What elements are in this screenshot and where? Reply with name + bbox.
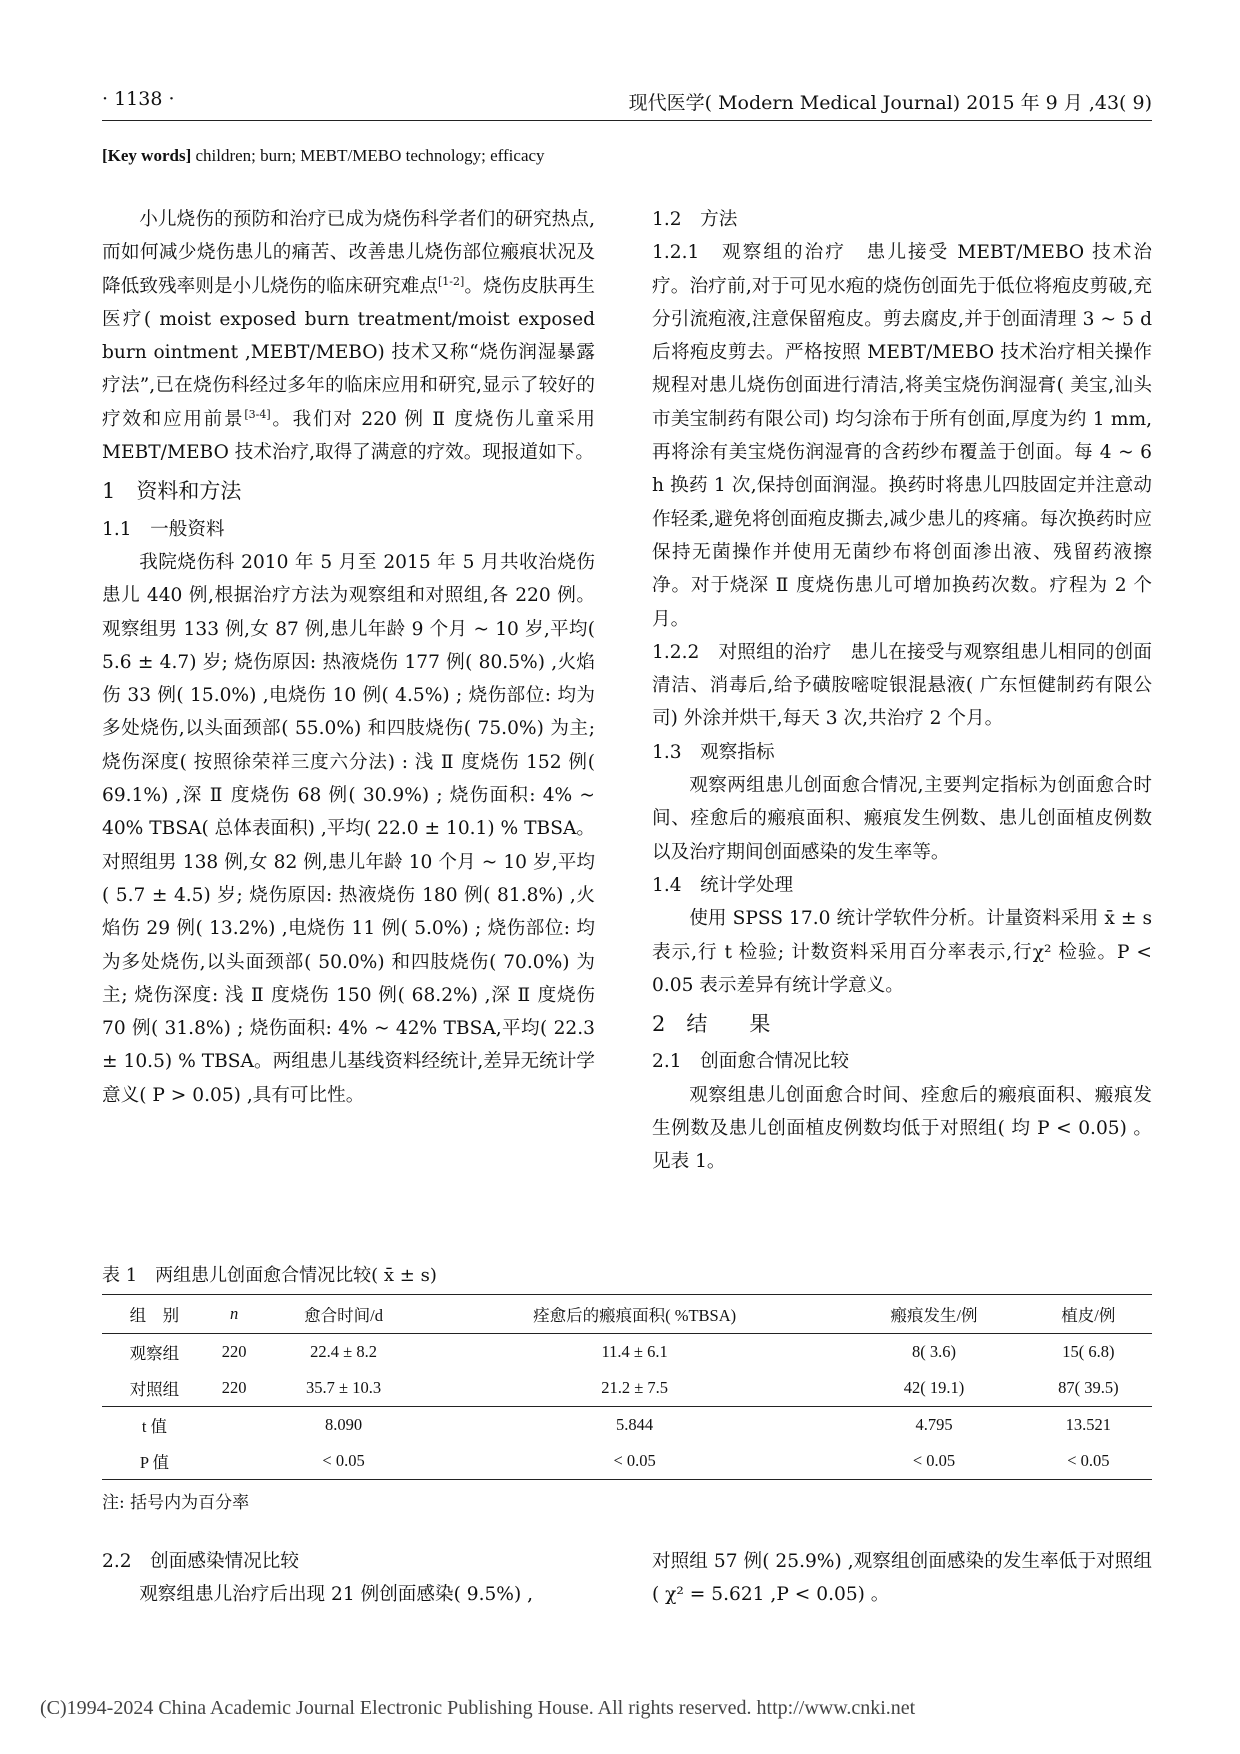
page-number: · 1138 · bbox=[102, 88, 175, 110]
running-header bbox=[102, 88, 1152, 122]
results-paragraph: 观察组患儿创面愈合时间、痊愈后的瘢痕面积、瘢痕发生例数及患儿创面植皮例数均低于对照组( 均 P < 0.05) 。见表 1。 bbox=[652, 1084, 1152, 1173]
infection-paragraph-end: 对照组 57 例( 25.9%) ,观察组创面感染的发生率低于对照组( χ² = 5.621 ,P < 0.05) 。 bbox=[652, 1551, 1152, 1606]
table-cell: 8( 3.6) bbox=[912, 1342, 957, 1361]
table-cell: 观察组 bbox=[129, 1344, 180, 1363]
table-cell: 对照组 bbox=[129, 1380, 180, 1399]
subsection-heading-2-2: 2.2 创面感染情况比较 bbox=[102, 1551, 299, 1572]
intro-text-1: 小儿烧伤的预防和治疗已成为烧伤科学者们的研究热点,而如何减少烧伤患儿的痛苦、改善患儿烧伤部位瘢痕状况及降低致残率则是小儿烧伤的临床研究难点 bbox=[102, 209, 595, 297]
intro-text-2: 。烧伤皮肤再生医疗( moist exposed burn treatment/moist exposed burn ointment ,MEBT/MEBO) 技术又称“烧伤润湿暴露疗法”,已在烧伤科经过多年的临床应用和研究,显示了较好的疗效和应用前景 bbox=[102, 275, 595, 430]
bottom-left-column bbox=[102, 1545, 602, 1612]
table-cell: 5.844 bbox=[426, 1407, 843, 1444]
table-cell: 4.795 bbox=[843, 1407, 1024, 1444]
table-cell: 220 bbox=[221, 1378, 247, 1397]
infection-paragraph-start: 观察组患儿治疗后出现 21 例创面感染( 9.5%) , bbox=[139, 1584, 534, 1606]
table-note: 注: 括号内为百分率 bbox=[102, 1493, 250, 1513]
subsection-heading-1-3: 1.3 观察指标 bbox=[652, 741, 775, 763]
table-cell: < 0.05 bbox=[1025, 1443, 1152, 1480]
table-cell bbox=[207, 1407, 261, 1444]
keywords-text: children; burn; MEBT/MEBO technology; efficacy bbox=[191, 146, 545, 165]
right-column bbox=[652, 203, 1152, 1179]
table-cell: t 值 bbox=[102, 1407, 207, 1444]
table-cell: < 0.05 bbox=[261, 1443, 426, 1480]
table-cell: P 值 bbox=[102, 1443, 207, 1480]
table-cell: < 0.05 bbox=[843, 1443, 1024, 1480]
keywords bbox=[102, 146, 545, 166]
bottom-right-column bbox=[652, 1545, 1152, 1612]
table-cell: 11.4 ± 6.1 bbox=[601, 1342, 668, 1361]
observation-treatment-paragraph: 1.2.1 观察组的治疗 患儿接受 MEBT/MEBO 技术治疗。治疗前,对于可见水疱的烧伤创面先于低位将疱皮剪破,充分引流疱液,注意保留疱皮。剪去腐皮,并于创面清理 3 ~ 5 d 后将疱皮剪去。严格按照 MEBT/MEBO 技术治疗相关操作规程对患儿烧伤创面进行清洁,将美宝烧伤润湿膏( 美宝,汕头市美宝制药有限公司) 均匀涂布于所有创面,厚度为约 1 mm,再将涂有美宝烧伤润湿膏的含药纱布覆盖于创面。每 4 ~ 6 h 换药 1 次,保持创面润湿。换药时将患儿四肢固定并注意动作轻柔,避免将创面疱皮撕去,减少患儿的疼痛。每次换药时应保持无菌操作并使用无菌纱布将创面渗出液、残留药液擦净。对于烧深 Ⅱ 度烧伤患儿可增加换药次数。疗程为 2 个月。 bbox=[652, 242, 1152, 630]
table-row bbox=[102, 1334, 1152, 1371]
table-header-row bbox=[102, 1295, 1152, 1334]
copyright-footer: (C)1994-2024 China Academic Journal Electronic Publishing House. All rights reserved. http://www.cnki.net bbox=[40, 1697, 916, 1719]
table-cell: < 0.05 bbox=[426, 1443, 843, 1480]
table-row bbox=[102, 1407, 1152, 1444]
table-cell: 8.090 bbox=[261, 1407, 426, 1444]
subsection-heading-1-2: 1.2 方法 bbox=[652, 209, 738, 230]
table-row bbox=[102, 1443, 1152, 1480]
table-row bbox=[102, 1370, 1152, 1407]
control-treatment-paragraph: 1.2.2 对照组的治疗 患儿在接受与观察组患儿相同的创面清洁、消毒后,给予磺胺嘧啶银混悬液( 广东恒健制药有限公司) 外涂并烘干,每天 3 次,共治疗 2 个月。 bbox=[652, 641, 1152, 730]
table-cell: 87( 39.5) bbox=[1058, 1378, 1119, 1397]
statistics-paragraph: 使用 SPSS 17.0 统计学软件分析。计量资料采用 x̄ ± s 表示,行 t 检验; 计数资料采用百分率表示,行χ² 检验。P < 0.05 表示差异有统计学意义。 bbox=[652, 908, 1152, 996]
table-cell: 22.4 ± 8.2 bbox=[310, 1342, 377, 1361]
table-header: 瘢痕发生/例 bbox=[843, 1295, 1024, 1334]
table-header: 痊愈后的瘢痕面积( %TBSA) bbox=[426, 1295, 843, 1334]
keywords-label: [Key words] bbox=[102, 146, 192, 165]
table-header: n bbox=[207, 1295, 261, 1334]
intro-text-3: 。我们对 220 例 Ⅱ 度烧伤儿童采用 MEBT/MEBO 技术治疗,取得了满意的疗效。现报道如下。 bbox=[102, 408, 595, 464]
journal-citation: 现代医学( Modern Medical Journal) 2015 年 9 月 ,43( 9) bbox=[628, 92, 1152, 114]
table-cell: 13.521 bbox=[1025, 1407, 1152, 1444]
table-header: 植皮/例 bbox=[1025, 1295, 1152, 1334]
header-rule bbox=[102, 120, 1152, 121]
table-header: 愈合时间/d bbox=[261, 1295, 426, 1334]
citation-ref: [3-4] bbox=[244, 407, 271, 421]
table-cell: 35.7 ± 10.3 bbox=[306, 1378, 382, 1397]
table-cell: 220 bbox=[221, 1342, 247, 1361]
left-column bbox=[102, 203, 595, 1112]
results-table bbox=[102, 1294, 1152, 1480]
indicators-paragraph: 观察两组患儿创面愈合情况,主要判定指标为创面愈合时间、痊愈后的瘢痕面积、瘢痕发生例数、患儿创面植皮例数以及治疗期间创面感染的发生率等。 bbox=[652, 775, 1152, 863]
subsection-heading-1-4: 1.4 统计学处理 bbox=[652, 874, 794, 896]
citation-ref: [1-2] bbox=[438, 274, 465, 288]
table-cell: 42( 19.1) bbox=[903, 1378, 965, 1397]
subsection-heading-1-1: 1.1 一般资料 bbox=[102, 518, 225, 540]
intro-paragraph bbox=[102, 203, 595, 469]
section-heading-2: 2 结 果 bbox=[652, 1012, 771, 1037]
section-heading-1: 1 资料和方法 bbox=[102, 479, 242, 504]
table-header: 组 别 bbox=[102, 1295, 207, 1334]
table-caption: 表 1 两组患儿创面愈合情况比较( x̄ ± s) bbox=[102, 1265, 437, 1286]
subsection-heading-2-1: 2.1 创面愈合情况比较 bbox=[652, 1051, 849, 1073]
table-cell: 21.2 ± 7.5 bbox=[601, 1378, 668, 1397]
general-data-paragraph: 我院烧伤科 2010 年 5 月至 2015 年 5 月共收治烧伤患儿 440 例,根据治疗方法为观察组和对照组,各 220 例。观察组男 133 例,女 87 例,患儿年龄 9 个月 ~ 10 岁,平均( 5.6 ± 4.7) 岁; 烧伤原因: 热液烧伤 177 例( 80.5%) ,火焰伤 33 例( 15.0%) ,电烧伤 10 例( 4.5%) ; 烧伤部位: 均为多处烧伤,以头面颈部( 55.0%) 和四肢烧伤( 75.0%) 为主; 烧伤深度( 按照徐荣祥三度六分法) : 浅 Ⅱ 度烧伤 152 例( 69.1%) ,深 Ⅱ 度烧伤 68 例( 30.9%) ; 烧伤面积: 4% ~ 40% TBSA( 总体表面积) ,平均( 22.0 ± 10.1) % TBSA。对照组男 138 例,女 82 例,患儿年龄 10 个月 ~ 10 岁,平均( 5.7 ± 4.5) 岁; 烧伤原因: 热液烧伤 180 例( 81.8%) ,火焰伤 29 例( 13.2%) ,电烧伤 11 例( 5.0%) ; 烧伤部位: 均为多处烧伤,以头面颈部( 50.0%) 和四肢烧伤( 70.0%) 为主; 烧伤深度: 浅 Ⅱ 度烧伤 150 例( 68.2%) ,深 Ⅱ 度烧伤 70 例( 31.8%) ; 烧伤面积: 4% ~ 42% TBSA,平均( 22.3 ± 10.5) % TBSA。两组患儿基线资料经统计,差异无统计学意义( P > 0.05) ,具有可比性。 bbox=[102, 551, 595, 1106]
table-cell bbox=[207, 1443, 261, 1480]
table-cell: 15( 6.8) bbox=[1062, 1342, 1115, 1361]
